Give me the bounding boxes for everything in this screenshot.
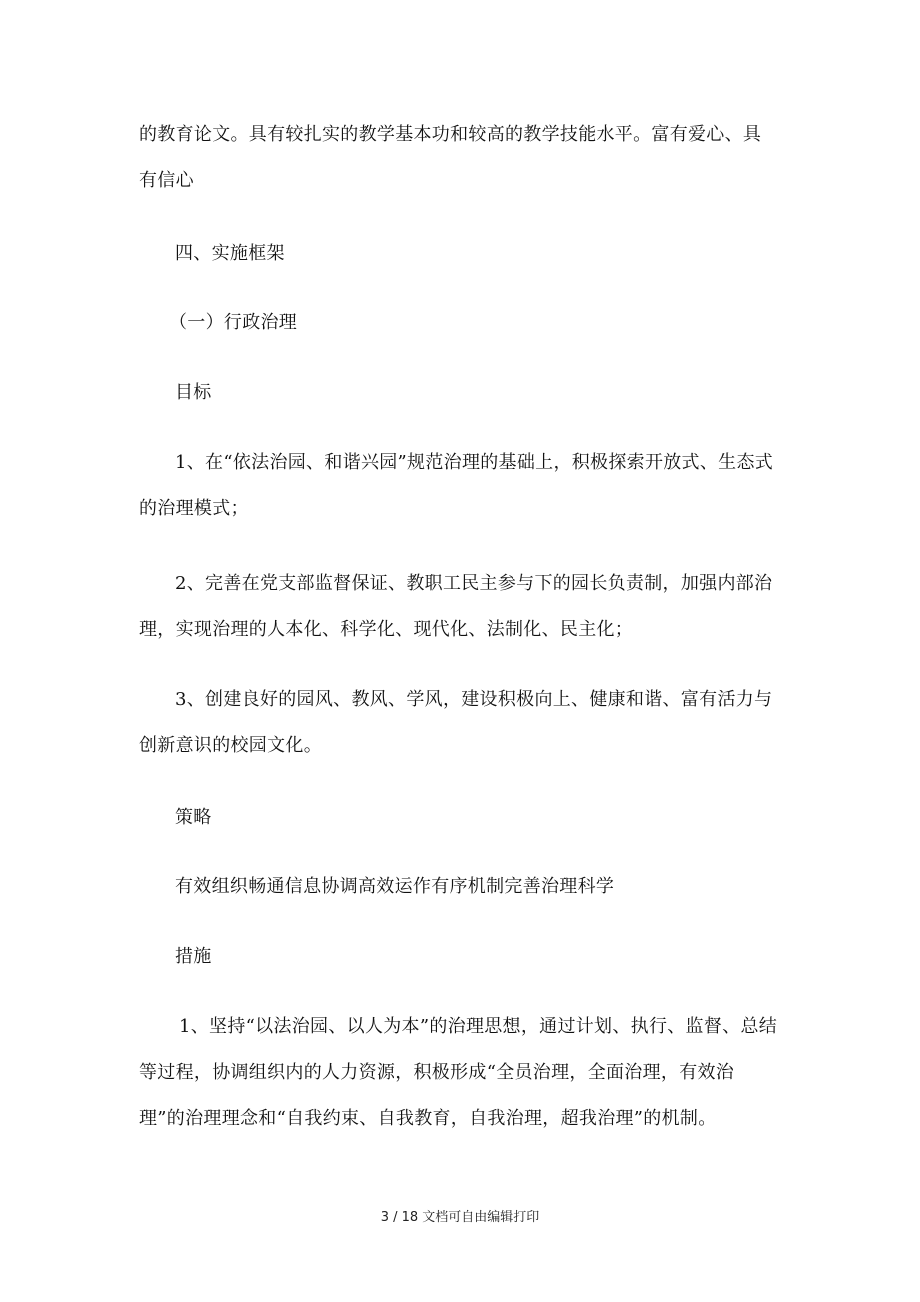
subsection-heading: （一）行政治理: [169, 312, 298, 333]
heading-goals: 目标: [175, 382, 212, 403]
heading-strategy: 策略: [175, 807, 212, 828]
heading-measures: 措施: [175, 946, 212, 967]
paragraph-continuation: 的教育论文。具有较扎实的教学基本功和较高的教学技能水平。富有爱心、具有信心: [139, 124, 762, 191]
goal-item-3: 3、创建良好的园风、教风、学风，建设积极向上、健康和谐、富有活力与创新意识的校园文化。: [139, 689, 773, 756]
strategy-text: 有效组织畅通信息协调高效运作有序机制完善治理科学: [175, 876, 615, 897]
measure-item-1: 1、坚持“以法治园、以人为本”的治理思想，通过计划、执行、监督、总结等过程，协调组织内的人力资源，积极形成“全员治理，全面治理，有效治理”的治理理念和“自我约束、自我教育，自我治理，超我治理”的机制。: [139, 1016, 778, 1129]
section-heading: 四、实施框架: [175, 243, 285, 264]
goal-item-2: 2、完善在党支部监督保证、教职工民主参与下的园长负责制，加强内部治理，实现治理的人本化、科学化、现代化、法制化、民主化；: [139, 573, 773, 640]
page-footer: 3 / 18 文档可自由编辑打印: [380, 1210, 540, 1225]
goal-item-1: 1、在“依法治园、和谐兴园”规范治理的基础上，积极探索开放式、生态式的治理模式；: [139, 452, 774, 519]
